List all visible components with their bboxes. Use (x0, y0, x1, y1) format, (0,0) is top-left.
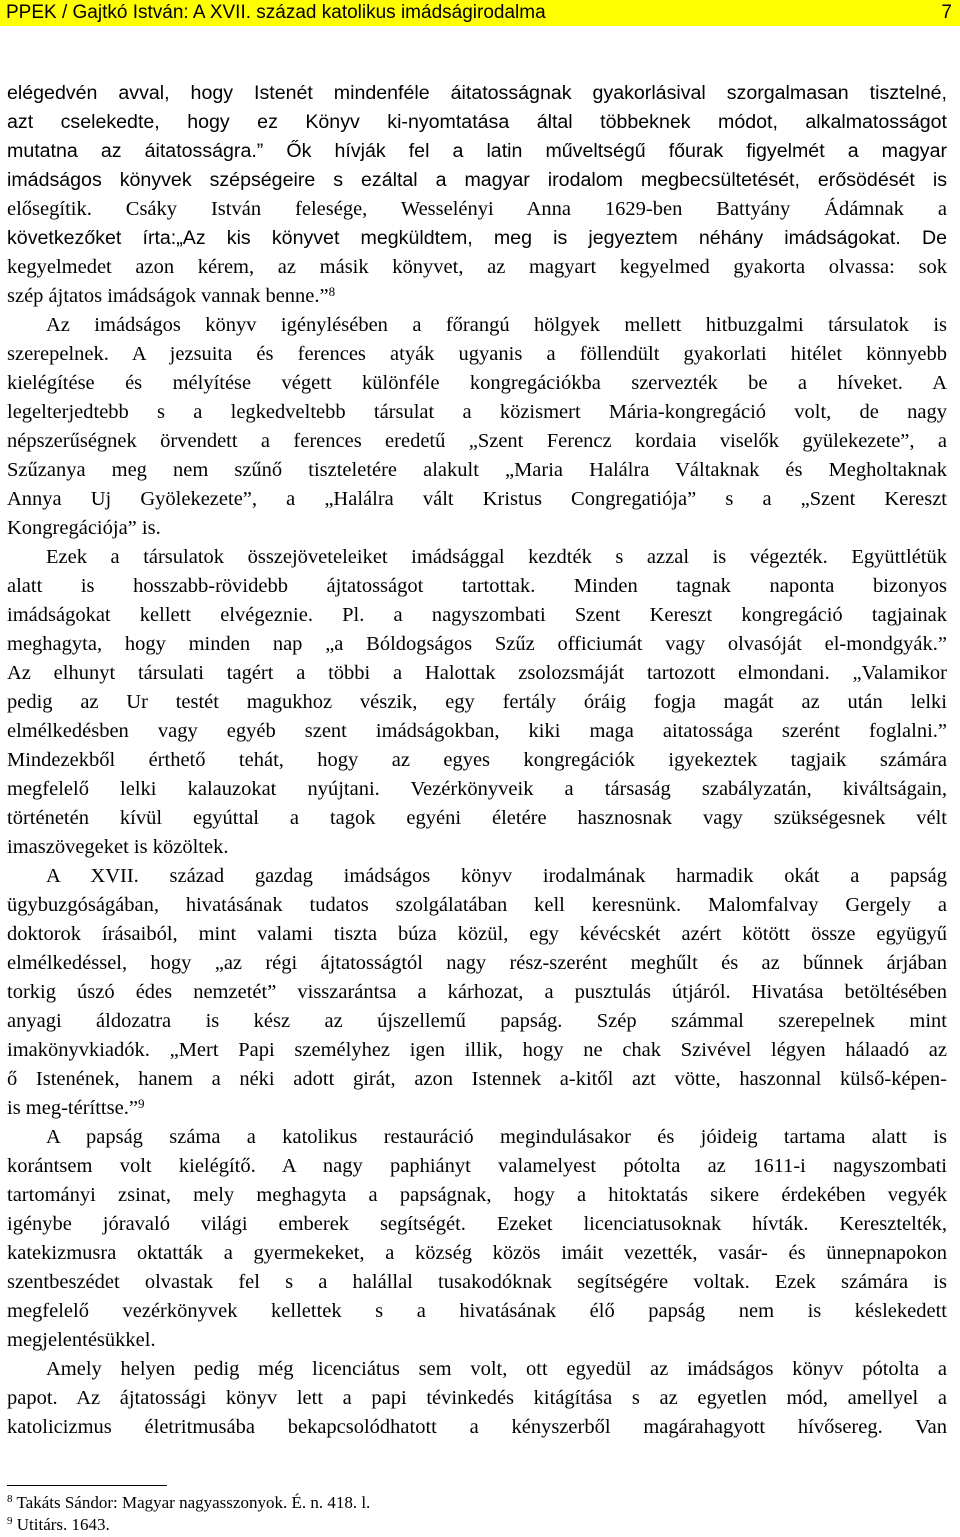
footnote-text: Utitárs. 1643. (16, 1515, 110, 1534)
footnote-text: Takáts Sándor: Magyar nagyasszonyok. É. n. 418. l. (16, 1493, 371, 1512)
text-line: meghagyta, hogy minden nap „a Bóldogságos Szűz officiumát vagy olvasóját el-mondgyák.” (7, 633, 947, 655)
text-line: szentbeszédet olvastak fel s a halállal tusakodóknak segítségére voltak. Ezek számára is (7, 1271, 947, 1293)
page-header (0, 0, 960, 26)
text-line: Kongregációja” is. (7, 517, 161, 539)
text-line: szép ájtatos imádságok vannak benne.”$^8$ (7, 284, 336, 307)
page-number: 7 (941, 2, 952, 23)
text-line: megfelelő vezérkönyvek kellettek s a hivatásának élő papság nem is késlekedett (7, 1300, 947, 1322)
text-line: doktorok írásaiból, mint valami tiszta búza közül, egy kévécskét azért kötött össze együgyű (7, 923, 947, 945)
text-line: alatt is hosszabb-rövidebb ájtatosságot tartottak. Minden tagnak naponta bizonyos (7, 575, 947, 597)
text-line: tartományi zsinat, mely meghagyta a papságnak, hogy a hitoktatás sikere érdekében vegyék (7, 1184, 947, 1206)
footnote-ref: 9 (137, 1096, 145, 1112)
text-line: kielégítése és mélyítése végett különféle kongregációkba szervezték be a híveket. A (7, 372, 947, 394)
text-line: kegyelmedet azon kérem, az másik könyvet, az magyart kegyelmed gyakorta olvassa: sok (7, 256, 947, 278)
footnote-number: 9 (7, 1515, 13, 1528)
text-line: azt cselekedte, hogy ez Könyv ki-nyomtatása által többeknek módot, alkalmatosságot (7, 111, 947, 133)
text-line: Mindezekből érthető tehát, hogy az egyes kongregációk igyekeztek tagjaik számára (7, 749, 947, 771)
footnote-ref: 8 (328, 284, 336, 300)
footnote (7, 1492, 947, 1514)
text-line: is meg-téríttse.”$^9$ (7, 1096, 145, 1119)
text-line: Amely helyen pedig még licenciátus sem volt, ott egyedül az imádságos könyv pótolta a (46, 1358, 947, 1380)
text-line: pedig az Ur testét magukhoz vészik, egy fertály óráig fogja magát az után lelki (7, 691, 947, 713)
text-line: Az imádságos könyv igénylésében a főrangú hölgyek mellett hitbuzgalmi társulatok is (46, 314, 947, 336)
text-line: szerepelnek. A jezsuita és ferences atyák ugyanis a föllendült gyakorlati hitélet könnyebb (7, 343, 947, 365)
text-line: megfelelő lelki kalauzokat nyújtani. Vezérkönyveik a társaság szabályzatán, kiváltságain, (7, 778, 947, 800)
text-line: Szűzanya meg nem szűnő tiszteletére alakult „Maria Halálra Váltaknak és Megholtaknak (7, 459, 947, 481)
text-line: elmélkedésben vagy egyéb szent imádságokban, kiki maga aitatossága szerént foglalni.” (7, 720, 947, 742)
header-title: PPEK / Gajtkó István: A XVII. század katolikus imádságirodalma (6, 2, 546, 23)
text-line: papot. Az ájtatossági könyv lett a papi tévinkedés kitágítása s az egyetlen mód, amellyel a (7, 1387, 947, 1409)
text-line: imádságokat kellett elvégeznie. Pl. a nagyszombati Szent Kereszt kongregáció tagjainak (7, 604, 947, 626)
text-line: imaszövegeket is közöltek. (7, 836, 229, 858)
text-line: A papság száma a katolikus restauráció megindulásakor és jóideig tartama alatt is (46, 1126, 947, 1148)
text-line: imakönyvkiadók. „Mert Papi személyhez igen illik, hogy ne chak Szivével légyen hálaadó az (7, 1039, 947, 1061)
text-line: népszerűségnek örvendett a ferences eredetű „Szent Ferencz kordaia viselők gyülekezete”, a (7, 430, 947, 452)
text-line: igénybe jóravaló világi emberek segítségét. Ezeket licenciatusoknak hívták. Keresztelték, (7, 1213, 947, 1235)
text-line: ő Istenének, hanem a néki adott girát, azon Istennek a-kitől azt vötte, haszonnal külső-képen- (7, 1068, 947, 1090)
footnote (7, 1514, 947, 1536)
text-line: Ezek a társulatok összejöveteleiket imádsággal kezdték s azzal is végezték. Együttlétük (46, 546, 947, 568)
text-line: korántsem volt kielégítő. A nagy paphiányt valamelyest pótolta az 1611-i nagyszombati (7, 1155, 947, 1177)
footnote-divider (7, 1485, 167, 1486)
text-line: Az elhunyt társulati tagért a többi a Halottak zsolozsmáját tartozott elmondani. „Valamikor (7, 662, 947, 684)
text-line: elősegítik. Csáky István felesége, Wesselényi Anna 1629-ben Battyány Ádámnak a (7, 198, 947, 220)
footnote-number: 8 (7, 1493, 13, 1506)
text-line: következőket írta:„Az kis könyvet megküldtem, meg is jegyeztem néhány imádságokat. De (7, 227, 947, 249)
text-line: A XVII. század gazdag imádságos könyv irodalmának harmadik okát a papság (46, 865, 947, 887)
text-line: katekizmusra oktatták a gyermekeket, a község közös imáit vezették, vasár- és ünnepnapokon (7, 1242, 947, 1264)
text-line: elmélkedéssel, hogy „az régi ájtatosságtól nagy rész-szerént meghűlt és az bűnnek árjában (7, 952, 947, 974)
text-line: legelterjedtebb s a legkedveltebb társulat a közismert Mária-kongregáció volt, de nagy (7, 401, 947, 423)
text-line: megjelentésükkel. (7, 1329, 156, 1351)
text-line: történetén kívül egyúttal a tagok egyéni életére hasznosnak vagy szükségesnek vélt (7, 807, 947, 829)
text-line: katolicizmus életritmusába bekapcsolódhatott a kényszerből magárahagyott hívősereg. Van (7, 1416, 947, 1438)
text-line: elégedvén avval, hogy Istenét mindenféle áitatosságnak gyakorlásival szorgalmasan tisztelné, (7, 82, 947, 104)
text-line: torkig úszó édes nemzetét” visszarántsa a kárhozat, a pusztulás útjáról. Hivatása betöltésében (7, 981, 947, 1003)
text-line: imádságos könyvek szépségeire s ezáltal a magyar irodalom megbecsültetését, erősödését is (7, 169, 947, 191)
text-line: ügybuzgóságában, hivatásának tudatos szolgálatában kell keresnünk. Malomfalvay Gergely a (7, 894, 947, 916)
text-line: Annya Uj Gyölekezete”, a „Halálra vált Kristus Congregatiója” s a „Szent Kereszt (7, 488, 947, 510)
text-line: mutatna az áitatosságra.” Ők hívják fel a latin műveltségű főurak figyelmét a magyar (7, 140, 947, 162)
text-line: anyagi áldozatra is kész az újszellemű papság. Szép számmal szerepelnek mint (7, 1010, 947, 1032)
